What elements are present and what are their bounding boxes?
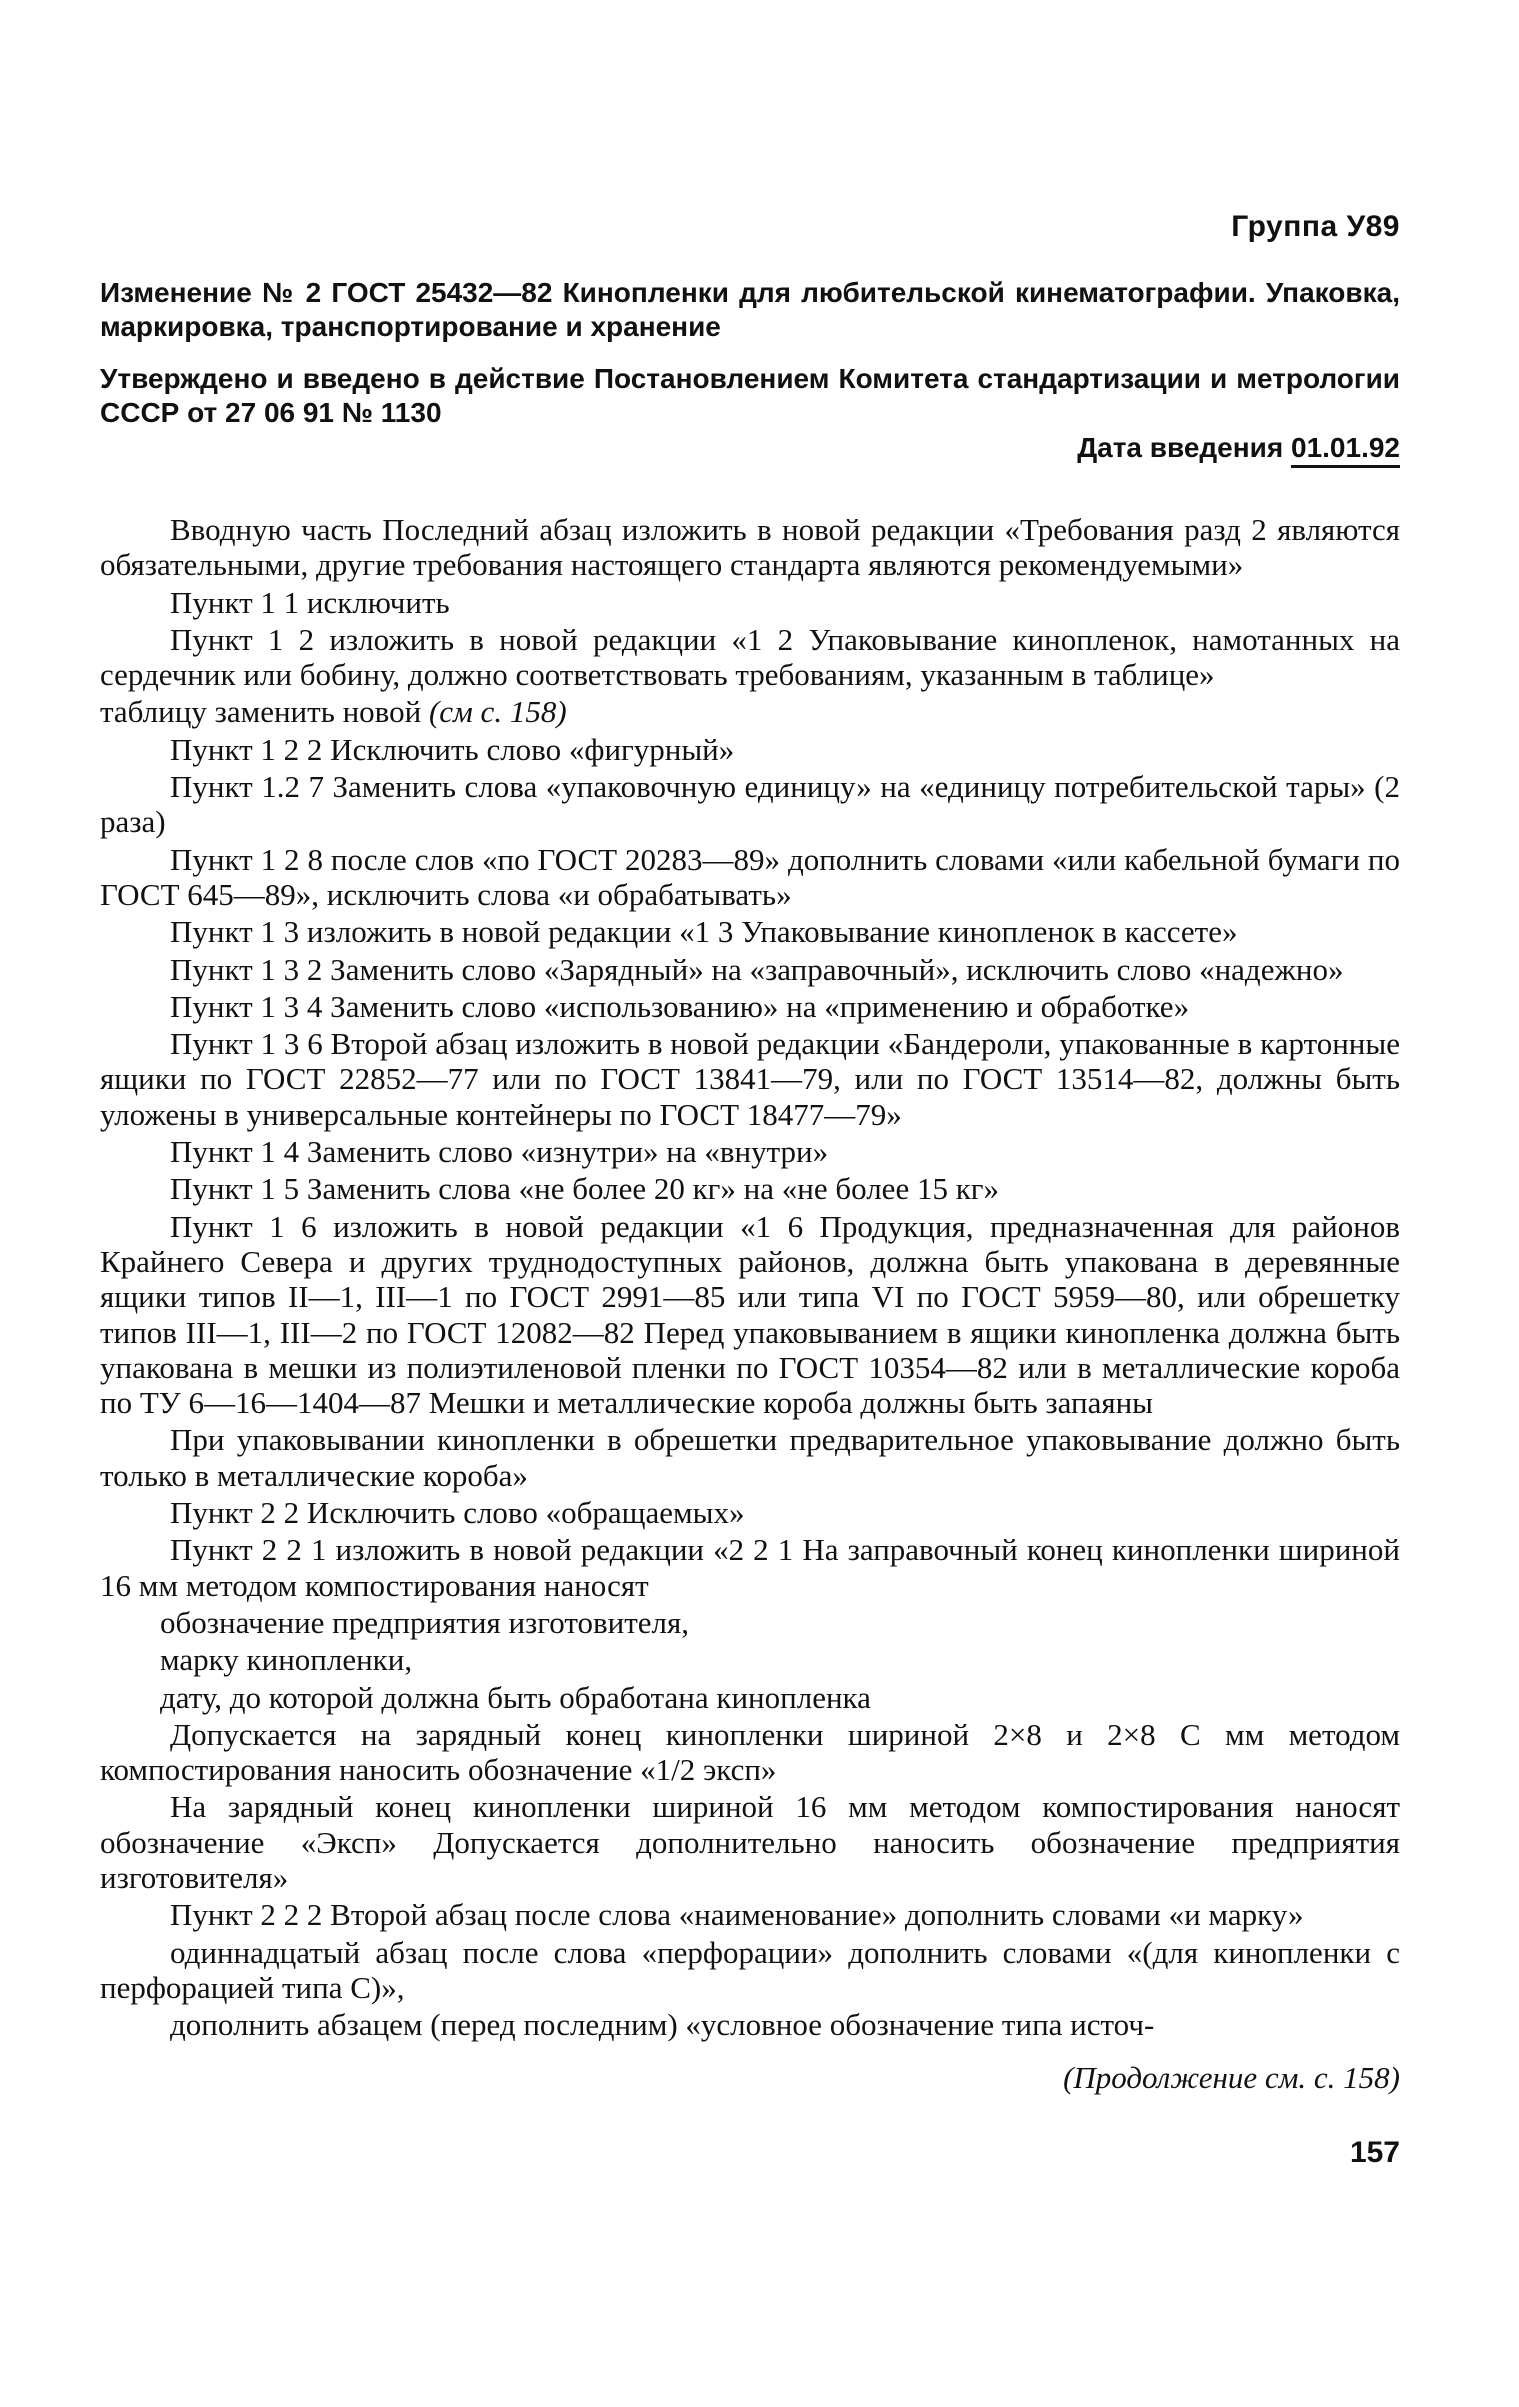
amendment-body (100, 512, 1400, 2042)
paragraph: Пункт 1 2 изложить в новой редакции «1 2 Упаковывание кинопленок, намотанных на сердечник или бобину, должно соответствовать требованиям, указанным в таблице» (100, 621, 1400, 693)
paragraph (100, 694, 1400, 729)
paragraph: Пункт 1 3 4 Заменить слово «использованию» на «применению и обработке» (170, 988, 1190, 1024)
paragraph: Пункт 1 3 6 Второй абзац изложить в новой редакции «Бандероли, упакованные в картонные ящики по ГОСТ 22852—77 или по ГОСТ 13841—79, или по ГОСТ 13514—82, должны быть уложены в универсальные контейнеры по ГОСТ 18477—79» (100, 1026, 1400, 1132)
paragraph: Пункт 1 2 8 после слов «по ГОСТ 20283—89» дополнить словами «или кабельной бумаги по ГОСТ 645—89», исключить слова «и обрабатывать» (100, 841, 1400, 912)
approval-statement: Утверждено и введено в действие Постановлением Комитета стандартизации и метрологии СССР от 27 06 91 № 1130 (100, 363, 1400, 428)
effective-date (100, 432, 1400, 464)
effective-date-value: 01.01.92 (1291, 432, 1400, 468)
paragraph: Пункт 2 2 2 Второй абзац после слова «наименование» дополнить словами «и марку» (170, 1897, 1304, 1933)
paragraph: Пункт 1 3 изложить в новой редакции «1 3 Упаковывание кинопленок в кассете» (170, 914, 1238, 950)
paragraph: Пункт 1 6 изложить в новой редакции «1 6 Продукция, предназначенная для районов Крайнего Севера и других труднодоступных районов, должна быть упакована в деревянные ящики типов II—1, III—1 по ГОСТ 2991—85 или типа VI по ГОСТ 5959—80, или обрешетку типов III—1, III—2 по ГОСТ 12082—82 Перед упаковыванием в ящики кинопленка должна быть упакована в мешки из полиэтиленовой пленки по ГОСТ 10354—82 или в металлические короба по ТУ 6—16—1404—87 Мешки и металлические короба должны быть запаяны (100, 1208, 1400, 1421)
paragraph: Пункт 2 2 Исключить слово «обращаемых» (170, 1495, 745, 1531)
group-code: Группа У89 (1231, 210, 1400, 243)
paragraph: Пункт 1 3 2 Заменить слово «Зарядный» на «заправочный», исключить слово «надежно» (170, 951, 1344, 987)
document-page (100, 210, 1400, 2170)
list-item: обозначение предприятия изготовителя, (160, 1604, 689, 1640)
list-item: марку кинопленки, (160, 1642, 413, 1678)
effective-date-label: Дата введения (1077, 432, 1284, 463)
document-title: Изменение № 2 ГОСТ 25432—82 Кинопленки для любительской кинематографии. Упаковка, маркировка, транспортирование и хранение (100, 277, 1400, 342)
page-number: 157 (1349, 2136, 1400, 2170)
continuation-note: (Продолжение см. с. 158) (1063, 2060, 1400, 2096)
table-reference: (см с. 158) (428, 694, 567, 730)
paragraph: Пункт 1 5 Заменить слова «не более 20 кг» на «не более 15 кг» (170, 1171, 999, 1207)
paragraph: При упаковывании кинопленки в обрешетки предварительное упаковывание должно быть только в металлические короба» (100, 1422, 1400, 1493)
paragraph: Вводную часть Последний абзац изложить в новой редакции «Требования разд 2 являются обязательными, другие требования настоящего стандарта являются рекомендуемыми» (100, 512, 1400, 583)
paragraph: Пункт 1 2 2 Исключить слово «фигурный» (170, 731, 735, 767)
paragraph: одиннадцатый абзац после слова «перфорации» дополнить словами «(для кинопленки с перфорацией типа С)», (100, 1934, 1400, 2005)
list-item: дату, до которой должна быть обработана кинопленка (160, 1679, 871, 1715)
paragraph: дополнить абзацем (перед последним) «условное обозначение типа источ- (170, 2007, 1155, 2043)
paragraph: Пункт 1 1 исключить (170, 584, 450, 620)
table-replace-text: таблицу заменить новой (100, 694, 422, 730)
paragraph: Пункт 1.2 7 Заменить слова «упаковочную единицу» на «единицу потребительской тары» (2 раза) (100, 769, 1400, 840)
paragraph: Пункт 2 2 1 изложить в новой редакции «2 2 1 На заправочный конец кинопленки шириной 16 мм методом компостирования наносят (100, 1532, 1400, 1603)
paragraph: Допускается на зарядный конец кинопленки шириной 2×8 и 2×8 С мм методом компостирования наносить обозначение «1/2 эксп» (100, 1716, 1400, 1788)
paragraph: На зарядный конец кинопленки шириной 16 мм методом компостирования наносят обозначение «Эксп» Допускается дополнительно наносить обозначение предприятия изготовителя» (100, 1789, 1400, 1895)
paragraph: Пункт 1 4 Заменить слово «изнутри» на «внутри» (170, 1134, 829, 1170)
